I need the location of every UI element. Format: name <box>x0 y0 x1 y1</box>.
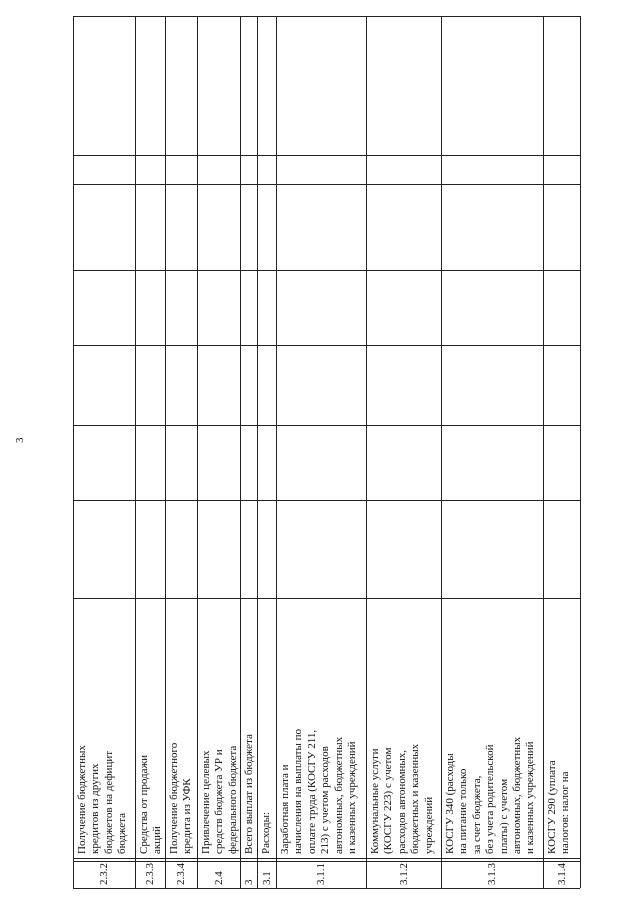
row-label: Расходы: <box>260 811 272 854</box>
row-code-cell <box>366 861 441 888</box>
row-label: КОСГУ 340 (расходы на питание только за счет бюджета, без учета родительской платы) с учетом автономных, бюджетных и казенных учреждений <box>444 736 537 854</box>
row-code-cell <box>441 861 543 888</box>
column-border-0 <box>73 16 580 17</box>
row-code-cell <box>543 861 580 888</box>
row-label: Средства от продажи акций <box>138 755 164 854</box>
page-number: 3 <box>14 437 26 443</box>
row-code-cell <box>165 861 197 888</box>
row-code-cell <box>257 861 276 888</box>
column-border-5 <box>73 425 580 426</box>
column-border-1 <box>73 155 580 156</box>
row-label-cell <box>165 598 197 858</box>
row-label-cell <box>441 598 543 858</box>
row-label-cell <box>543 598 580 858</box>
row-code-cell <box>197 861 240 888</box>
row-border-10 <box>580 16 581 888</box>
row-code: 3.1.2 <box>397 863 410 885</box>
column-border-6 <box>73 500 580 501</box>
row-code-cell <box>276 861 366 888</box>
row-code: 2.3.2 <box>98 863 110 885</box>
row-label-cell <box>135 598 165 858</box>
row-label-cell <box>257 598 276 858</box>
column-border-9 <box>73 888 580 889</box>
row-code: 3.1.4 <box>555 863 568 885</box>
row-label-cell <box>366 598 441 858</box>
column-border-4 <box>73 345 580 346</box>
row-code: 2.3.3 <box>144 863 156 885</box>
row-label-cell <box>276 598 366 858</box>
column-border-2 <box>73 184 580 185</box>
row-label-cell <box>197 598 240 858</box>
row-code-cell <box>73 861 135 888</box>
row-label-cell <box>240 598 257 858</box>
row-label: Привлечение целевых средств бюджета УР и федерального бюджета <box>200 745 239 854</box>
row-code: 2.3.4 <box>175 863 187 885</box>
row-label: КОСГУ 290 (уплата налогов: налог на <box>546 760 572 854</box>
column-border-3 <box>73 270 580 271</box>
row-code: 3.1.1 <box>315 863 327 885</box>
row-code-cell <box>240 861 257 888</box>
column-border-8 <box>73 858 580 859</box>
row-label: Всего выплат из бюджета <box>243 734 255 854</box>
row-label: Коммунальные услуги (КОСГУ 223) с учетом расходов автономных, бюджетных и казенных учреждений <box>369 743 435 854</box>
row-code: 3 <box>242 879 255 885</box>
row-code: 2.4 <box>212 871 225 885</box>
row-label: Заработная плата и начисления на выплаты по оплате труда (КОСГУ 211, 213) с учетом расходов автономных, бюджетных и казенных учреждений <box>279 729 359 854</box>
row-code: 3.1.3 <box>486 863 498 885</box>
row-label: Получение бюджетного кредита из УФК <box>168 742 194 854</box>
row-label-cell <box>73 598 135 858</box>
row-code-cell <box>135 861 165 888</box>
row-label: Получение бюджетных кредитов из других бюджетов на дефицит бюджета <box>76 745 129 854</box>
row-code: 3.1 <box>260 871 273 885</box>
